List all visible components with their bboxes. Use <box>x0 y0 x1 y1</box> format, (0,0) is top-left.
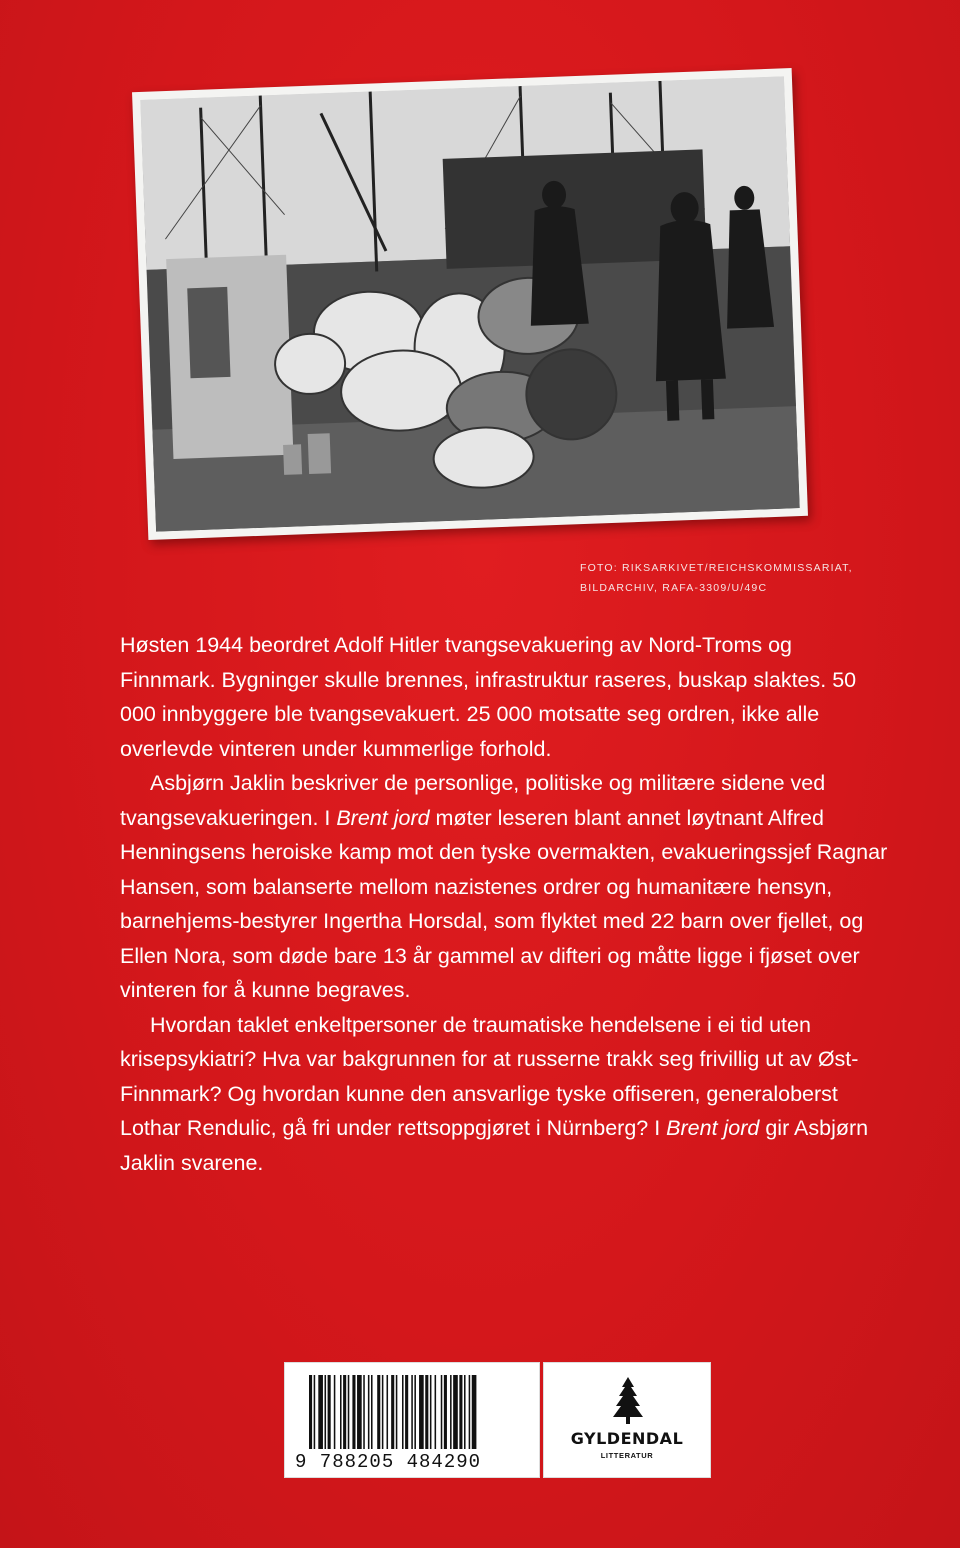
publisher-imprint: LITTERATUR <box>600 1451 654 1460</box>
blurb-text: Hvordan taklet enkeltpersoner de traumatiske hendelsene i ei tid uten krisepsykiatri? Hva var bakgrunnen for at russerne trakk seg frivillig ut av Øst-Finnmark? Og hvordan kunne den ansvarlige tyske offiseren, generaloberst Lothar Rendulic, gå fri under rettsoppgjøret i Nürnberg? I <box>120 1012 859 1140</box>
blurb-paragraph: Høsten 1944 beordret Adolf Hitler tvangsevakuering av Nord-Troms og Finnmark. Bygninger skulle brennes, infrastruktur raseres, buskap slaktes. 50 000 innbyggere ble tvangsevakuert. 25 000 motsatte seg ordren, ikke alle overlevde vinteren under kummerlige forhold. <box>120 633 857 761</box>
book-title: Brent jord <box>336 805 430 830</box>
photo-credit-line: BILDARCHIV, RAFA-3309/U/49C <box>580 582 768 594</box>
barcode-bars <box>295 1375 531 1455</box>
blurb-text: gir Asbjørn Jaklin svarene. <box>120 1116 869 1175</box>
blurb-text: møter leseren blant annet løytnant Alfred Henningsens heroiske kamp mot den tyske overmakten, evakueringssjef Ragnar Hansen, som balanserte mellom nazistenes ordrer og humanitære hensyn, barnehjems-bestyrer Ingertha Horsdal, som flyktet med 22 barn over fjellet, og Ellen Nora, som døde bare 13 år gammel av difteri og måtte ligge i fjøset over vinteren for å kunne begraves. <box>120 805 888 1002</box>
photo-credit <box>580 558 910 598</box>
blurb-paragraph <box>120 1008 890 1181</box>
tree-icon <box>612 1377 644 1425</box>
isbn-number: 9 788205 484290 <box>295 1451 531 1473</box>
publisher-logo <box>543 1362 711 1478</box>
photo-credit-line: FOTO: RIKSARKIVET/REICHSKOMMISSARIAT, <box>580 562 853 574</box>
publisher-name: GYLDENDAL <box>570 1429 684 1448</box>
blurb-text: Asbjørn Jaklin beskriver de personlige, politiske og militære sidene ved tvangsevakueringen. I <box>120 771 826 830</box>
barcode <box>284 1362 540 1478</box>
book-title: Brent jord <box>666 1116 760 1140</box>
photo-frame <box>132 68 808 540</box>
book-blurb <box>120 628 890 1180</box>
photo-illustration <box>140 76 799 531</box>
historical-photo <box>140 76 799 531</box>
blurb-paragraph <box>120 766 890 1008</box>
